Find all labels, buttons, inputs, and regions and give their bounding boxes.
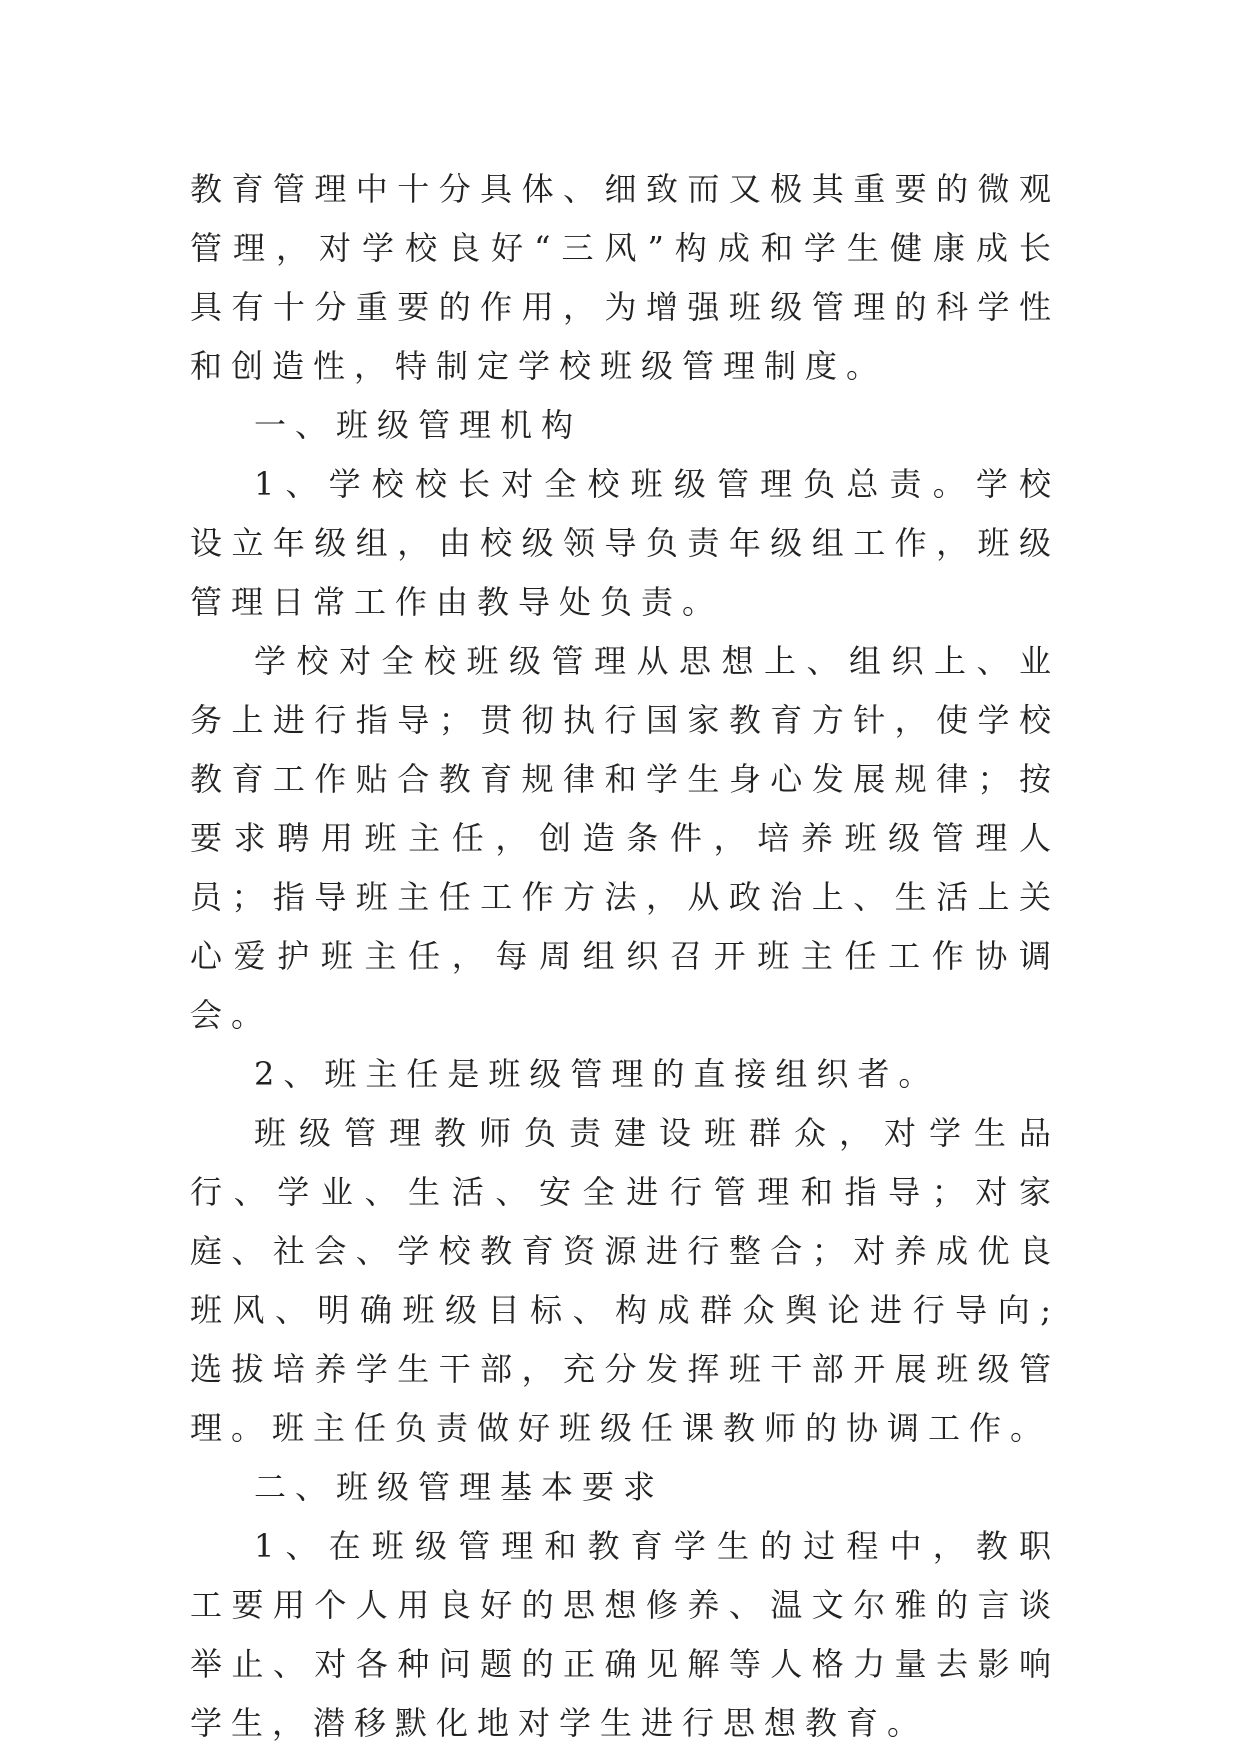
document-body <box>190 160 1060 1753</box>
paragraph-1-1: 1、学校校长对全校班级管理负总责。学校设立年级组，由校级领导负责年级组工作，班级管理日常工作由教导处负责。 <box>190 465 1060 621</box>
section-heading-2: 二、班级管理基本要求 <box>254 1468 665 1506</box>
intro-paragraph: 教育管理中十分具体、细致而又极其重要的微观管理，对学校良好“三风”构成和学生健康成长具有十分重要的作用，为增强班级管理的科学性和创造性，特制定学校班级管理制度。 <box>190 170 1060 385</box>
paragraph-school-guidance: 学校对全校班级管理从思想上、组织上、业务上进行指导；贯彻执行国家教育方针，使学校教育工作贴合教育规律和学生身心发展规律；按要求聘用班主任，创造条件，培养班级管理人员；指导班主任工作方法，从政治上、生活上关心爱护班主任，每周组织召开班主任工作协调会。 <box>190 642 1060 1034</box>
paragraph-2-1: 1、在班级管理和教育学生的过程中，教职工要用个人用良好的思想修养、温文尔雅的言谈举止、对各种问题的正确见解等人格力量去影响学生，潜移默化地对学生进行思想教育。 <box>190 1527 1060 1742</box>
paragraph-1-2: 2、班主任是班级管理的直接组织者。 <box>254 1055 940 1093</box>
paragraph-teacher-duties: 班级管理教师负责建设班群众，对学生品行、学业、生活、安全进行管理和指导；对家庭、社会、学校教育资源进行整合；对养成优良班风、明确班级目标、构成群众舆论进行导向;选拔培养学生干部，充分发挥班干部开展班级管理。班主任负责做好班级任课教师的协调工作。 <box>190 1114 1060 1447</box>
section-heading-1: 一、班级管理机构 <box>254 406 583 444</box>
